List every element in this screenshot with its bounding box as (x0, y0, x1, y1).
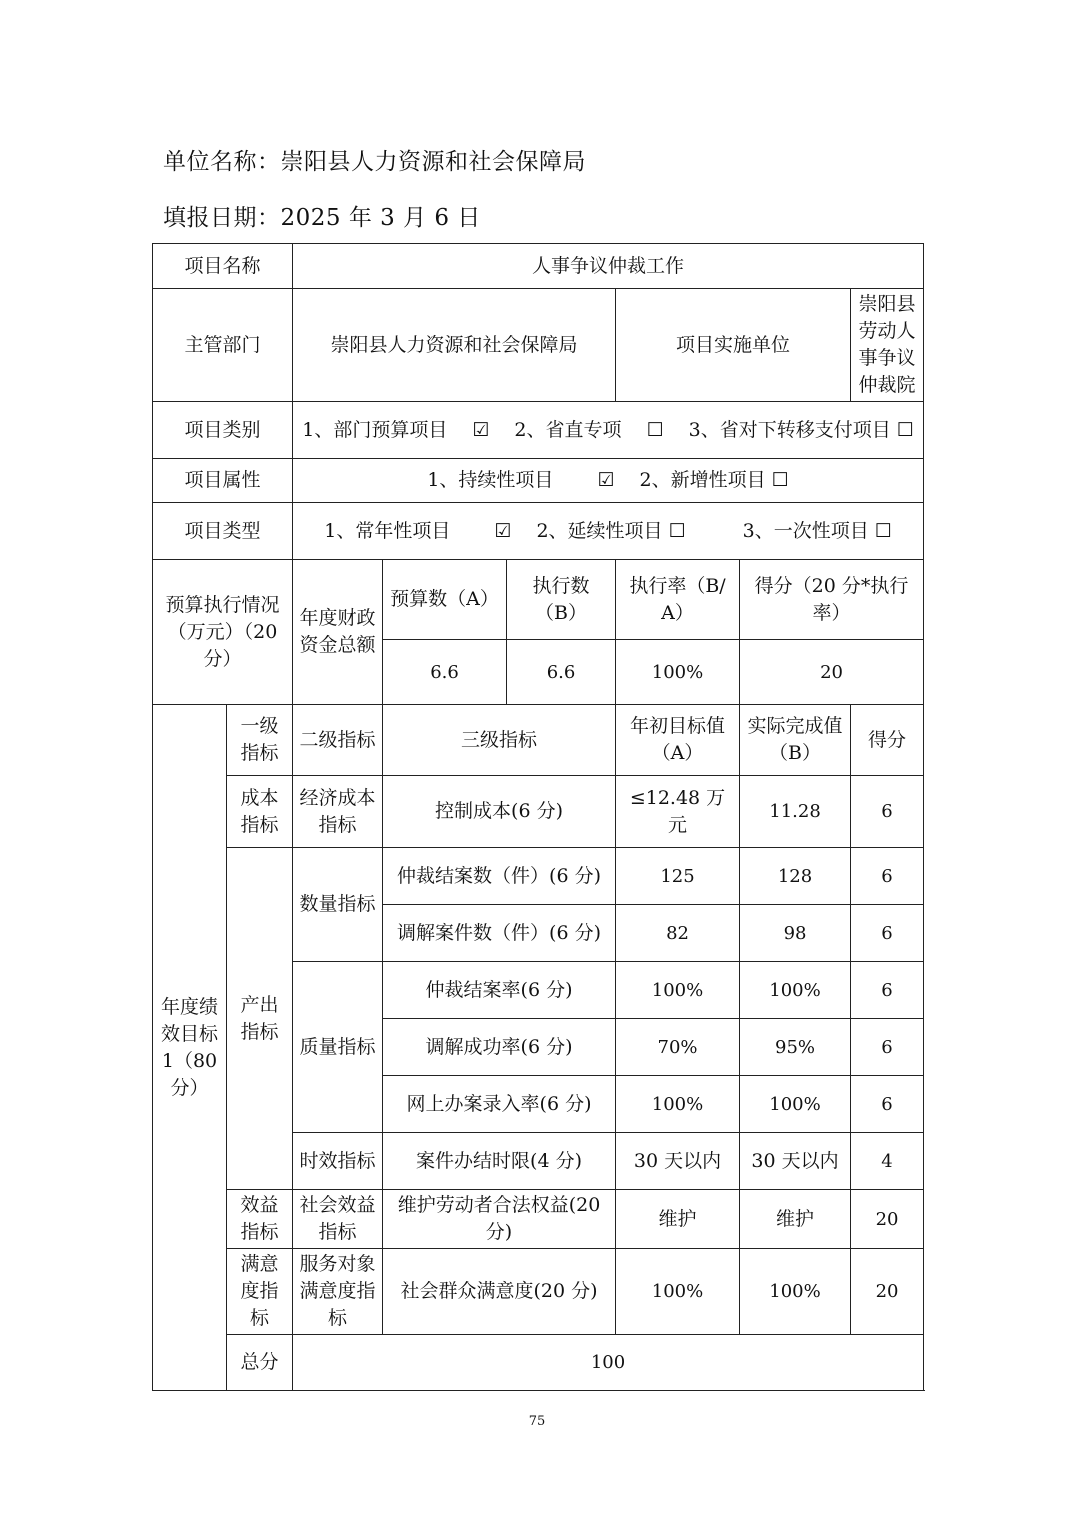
quantity-row-level3: 调解案件数（件）(6 分) (383, 905, 616, 962)
quantity-row-score: 6 (851, 848, 924, 905)
dept-value: 崇阳县人力资源和社会保障局 (293, 289, 616, 402)
page-number: 75 (528, 1414, 546, 1429)
timeliness-actual: 30 天以内 (740, 1133, 851, 1190)
cost-target: ≤12.48 万元 (616, 776, 740, 848)
quality-row-actual: 95% (740, 1019, 851, 1076)
timeliness-score: 4 (851, 1133, 924, 1190)
quantity-row-score: 6 (851, 905, 924, 962)
satisfaction-actual: 100% (740, 1249, 851, 1335)
quality-row-level3: 仲裁结案率(6 分) (383, 962, 616, 1019)
benefit-level1: 效益指标 (227, 1190, 293, 1249)
quality-row-actual: 100% (740, 1076, 851, 1133)
budget-a-value: 6.6 (383, 640, 507, 705)
attribute-label: 项目属性 (153, 459, 293, 503)
score-header: 得分 (851, 705, 924, 776)
quantity-row-actual: 98 (740, 905, 851, 962)
budget-b-value: 6.6 (507, 640, 616, 705)
satisfaction-score: 20 (851, 1249, 924, 1335)
cost-level2: 经济成本指标 (293, 776, 383, 848)
budget-score-header: 得分（20 分*执行率） (740, 560, 924, 640)
cost-level1: 成本指标 (227, 776, 293, 848)
rate-header: 执行率（B/A） (616, 560, 740, 640)
type-label: 项目类型 (153, 503, 293, 560)
dept-label: 主管部门 (153, 289, 293, 402)
quality-row-level3: 调解成功率(6 分) (383, 1019, 616, 1076)
quality-row-level3: 网上办案录入率(6 分) (383, 1076, 616, 1133)
total-score-label: 总分 (227, 1335, 293, 1391)
quality-row-actual: 100% (740, 962, 851, 1019)
level3-header: 三级指标 (383, 705, 616, 776)
actual-header: 实际完成值（B） (740, 705, 851, 776)
timeliness-level2: 时效指标 (293, 1133, 383, 1190)
category-label: 项目类别 (153, 402, 293, 459)
quantity-row-level3: 仲裁结案数（件）(6 分) (383, 848, 616, 905)
budget-score-value: 20 (740, 640, 924, 705)
fund-total-label: 年度财政资金总额 (293, 560, 383, 705)
rate-value: 100% (616, 640, 740, 705)
benefit-actual: 维护 (740, 1190, 851, 1249)
impl-unit-value: 崇阳县劳动人事争议仲裁院 (851, 289, 924, 402)
level2-header: 二级指标 (293, 705, 383, 776)
quality-level2: 质量指标 (293, 962, 383, 1133)
timeliness-target: 30 天以内 (616, 1133, 740, 1190)
quality-row-target: 100% (616, 1076, 740, 1133)
quality-row-score: 6 (851, 962, 924, 1019)
quantity-level2: 数量指标 (293, 848, 383, 962)
target-header: 年初目标值（A） (616, 705, 740, 776)
budget-a-header: 预算数（A） (383, 560, 507, 640)
level1-header: 一级指标 (227, 705, 293, 776)
unit-name-label: 单位名称： (163, 149, 281, 175)
quality-row-target: 70% (616, 1019, 740, 1076)
category-options: 1、部门预算项目 ☑ 2、省直专项 ☐ 3、省对下转移支付项目 ☐ (293, 402, 924, 459)
budget-b-header: 执行数（B） (507, 560, 616, 640)
satisfaction-target: 100% (616, 1249, 740, 1335)
satisfaction-level1: 满意度指标 (227, 1249, 293, 1335)
quantity-row-target: 125 (616, 848, 740, 905)
benefit-target: 维护 (616, 1190, 740, 1249)
type-options: 1、常年性项目 ☑ 2、延续性项目 ☐ 3、一次性项目 ☐ (293, 503, 924, 560)
project-name-label: 项目名称 (153, 244, 293, 289)
cost-score: 6 (851, 776, 924, 848)
quality-row-score: 6 (851, 1019, 924, 1076)
quantity-row-target: 82 (616, 905, 740, 962)
perf-section-label: 年度绩效目标 1（80 分） (153, 705, 227, 1391)
output-level1: 产出指标 (227, 848, 293, 1190)
total-score-value: 100 (293, 1335, 924, 1391)
unit-name-line (163, 143, 586, 176)
quality-row-target: 100% (616, 962, 740, 1019)
benefit-level2: 社会效益指标 (293, 1190, 383, 1249)
benefit-score: 20 (851, 1190, 924, 1249)
project-name-value: 人事争议仲裁工作 (293, 244, 924, 289)
benefit-level3: 维护劳动者合法权益(20 分) (383, 1190, 616, 1249)
satisfaction-level2: 服务对象满意度指标 (293, 1249, 383, 1335)
budget-label: 预算执行情况（万元）（20 分） (153, 560, 293, 705)
quality-row-score: 6 (851, 1076, 924, 1133)
satisfaction-level3: 社会群众满意度(20 分) (383, 1249, 616, 1335)
cost-level3: 控制成本(6 分) (383, 776, 616, 848)
performance-table (152, 243, 924, 1391)
report-date-line (163, 199, 481, 232)
cost-actual: 11.28 (740, 776, 851, 848)
report-date-value: 2025 年 3 月 6 日 (280, 205, 481, 231)
impl-unit-label: 项目实施单位 (616, 289, 851, 402)
timeliness-level3: 案件办结时限(4 分) (383, 1133, 616, 1190)
quantity-row-actual: 128 (740, 848, 851, 905)
report-date-label: 填报日期： (163, 205, 281, 231)
attribute-options: 1、持续性项目 ☑ 2、新增性项目 ☐ (293, 459, 924, 503)
unit-name-value: 崇阳县人力资源和社会保障局 (280, 149, 586, 175)
